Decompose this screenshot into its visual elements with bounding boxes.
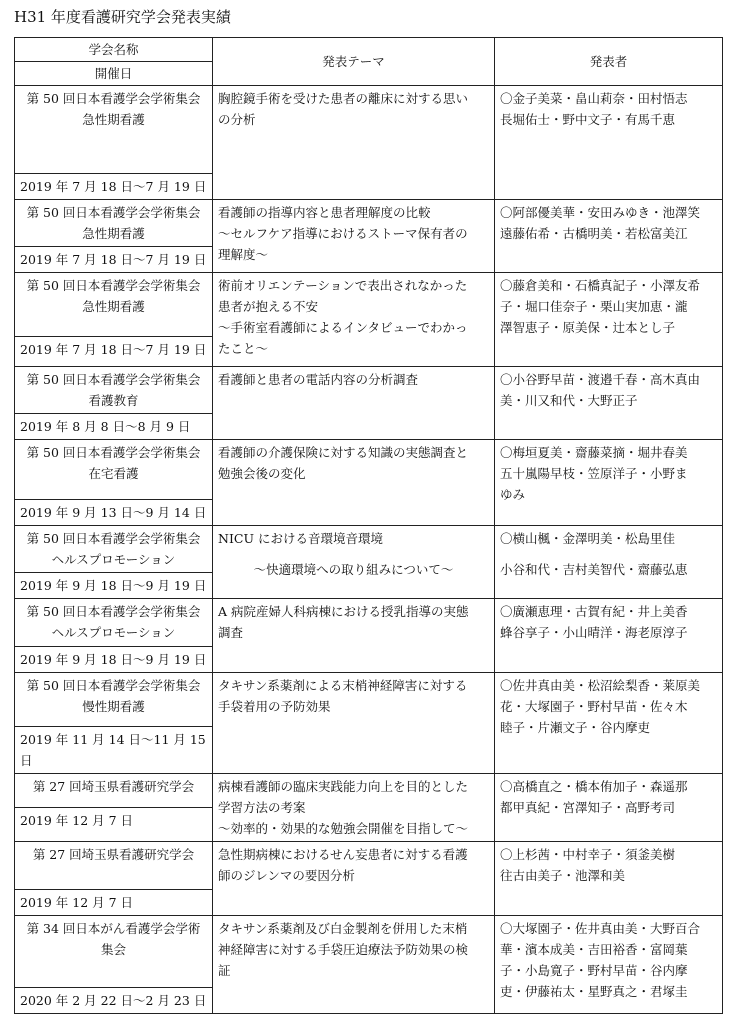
presenter-line: 〇藤倉美和・石橋真記子・小澤友希	[500, 278, 701, 293]
theme-line: 患者が抱える不安	[218, 299, 319, 314]
presentation-theme	[213, 842, 495, 916]
theme-line: 学習方法の考案	[218, 800, 306, 815]
theme-line: ～快適環境への取り組みについて～	[253, 562, 454, 577]
presenter-line: 〇横山楓・金澤明美・松島里佳	[500, 531, 676, 546]
conference-name-line: 第 27 回埼玉県看護研究学会	[32, 779, 195, 794]
table-row	[15, 200, 723, 247]
presentation-theme	[213, 526, 495, 599]
presenter-line: 小谷和代・吉村美智代・齋藤弘恵	[500, 562, 688, 577]
table-row	[15, 526, 723, 573]
presenter-line: 五十嵐陽早枝・笠原洋子・小野ま	[500, 466, 688, 481]
theme-line: 神経障害に対する手袋圧迫療法予防効果の検	[218, 942, 469, 957]
conference-name-line: 第 50 回日本看護学会学術集会	[26, 205, 201, 220]
presenter-line: 子・小島寛子・野村早苗・谷内摩	[500, 963, 688, 978]
presenter-line: 〇上杉茜・中村幸子・須釜美樹	[500, 847, 676, 862]
conference-date: 2019 年 12 月 7 日	[15, 890, 213, 916]
presenter-line: 睦子・片瀬文子・谷内摩吏	[500, 720, 651, 735]
presentation-theme	[213, 200, 495, 273]
theme-line: 師のジレンマの要因分析	[218, 868, 355, 883]
presentation-theme	[213, 673, 495, 774]
presenter-line: 〇金子美菜・畠山莉奈・田村悟志	[500, 91, 688, 106]
table-row	[15, 599, 723, 647]
conference-name-line: 第 50 回日本看護学会学術集会	[26, 372, 201, 387]
table-row	[15, 440, 723, 500]
conference-name-line: 急性期看護	[82, 112, 145, 127]
theme-line: 調査	[218, 625, 244, 640]
conference-date: 2019 年 12 月 7 日	[15, 808, 213, 842]
conference-name-line: ヘルスプロモーション	[51, 625, 176, 640]
conference-name-line: 在宅看護	[88, 466, 139, 481]
presenter-line: 都甲真紀・宮澤知子・高野考司	[500, 800, 676, 815]
conference-name	[15, 599, 213, 647]
presenter-line: 〇阿部優美華・安田みゆき・池澤笑	[500, 205, 701, 220]
presenters	[495, 200, 723, 273]
presenter-line: 吏・伊藤祐太・星野真之・君塚圭	[500, 984, 688, 999]
presenters	[495, 273, 723, 367]
presenter-line: 〇廣瀬恵理・古賀有紀・井上美香	[500, 604, 688, 619]
theme-line: 理解度～	[218, 247, 269, 262]
theme-line: タキサン系薬剤及び白金製剤を併用した末梢	[218, 921, 468, 936]
conference-name-line: 第 27 回埼玉県看護研究学会	[32, 847, 195, 862]
conference-name-line: 慢性期看護	[82, 699, 145, 714]
conference-name	[15, 86, 213, 174]
header-theme: 発表テーマ	[213, 38, 495, 86]
conference-name-line: 第 50 回日本看護学会学術集会	[26, 604, 201, 619]
theme-line: 看護師の指導内容と患者理解度の比較	[218, 205, 431, 220]
theme-line: 勉強会後の変化	[218, 466, 306, 481]
header-society-name: 学会名称	[15, 38, 213, 62]
theme-line: 看護師と患者の電話内容の分析調査	[218, 372, 419, 387]
conference-name	[15, 367, 213, 414]
table-row	[15, 273, 723, 337]
presenter-line: 〇高橋直之・橋本侑加子・森遥那	[500, 779, 688, 794]
theme-line: 証	[218, 963, 231, 978]
presenter-line: 澤智恵子・原美保・辻本とし子	[500, 320, 676, 335]
theme-line: 病棟看護師の臨床実践能力向上を目的とした	[218, 779, 469, 794]
presenters	[495, 526, 723, 599]
table-row	[15, 673, 723, 727]
presenters	[495, 440, 723, 526]
theme-line: A 病院産婦人科病棟における授乳指導の実態	[218, 604, 469, 619]
theme-line: 胸腔鏡手術を受けた患者の離床に対する思い	[218, 91, 469, 106]
presenter-line: 子・堀口佳奈子・栗山実加恵・瀧	[500, 299, 688, 314]
table-row	[15, 367, 723, 414]
conference-date: 2019 年 7 月 18 日～7 月 19 日	[15, 174, 213, 200]
presenter-line: 遠藤佑希・古橋明美・若松富美江	[500, 226, 688, 241]
presenters	[495, 367, 723, 440]
conference-name-line: 急性期看護	[82, 226, 145, 241]
conference-name	[15, 774, 213, 808]
presentation-theme	[213, 916, 495, 1014]
conference-name-line: 第 50 回日本看護学会学術集会	[26, 91, 201, 106]
theme-line: の分析	[218, 112, 256, 127]
presenters	[495, 599, 723, 673]
theme-line: 術前オリエンテーションで表出されなかった	[218, 278, 468, 293]
theme-line: たこと～	[218, 341, 269, 356]
presentation-theme	[213, 599, 495, 673]
presenter-line: 〇佐井真由美・松沼絵梨香・莱原美	[500, 678, 701, 693]
conference-name	[15, 273, 213, 337]
presenters	[495, 774, 723, 842]
presenter-line: 蜂谷享子・小山晴洋・海老原淳子	[500, 625, 688, 640]
table-row	[15, 774, 723, 808]
presentation-theme	[213, 774, 495, 842]
conference-name-line: 急性期看護	[82, 299, 145, 314]
theme-line: NICU における音環境音環境	[218, 531, 383, 546]
presenter-line: 長堀佑士・野中文子・有馬千恵	[500, 112, 676, 127]
table-row	[15, 842, 723, 890]
conference-name-line: 第 34 回日本がん看護学会学術	[26, 921, 201, 936]
presentation-theme	[213, 440, 495, 526]
theme-line: 看護師の介護保険に対する知識の実態調査と	[218, 445, 469, 460]
theme-line: 手袋着用の予防効果	[218, 699, 331, 714]
conference-date: 2020 年 2 月 22 日～2 月 23 日	[15, 988, 213, 1014]
conference-date: 2019 年 11 月 14 日～11 月 15 日	[15, 727, 213, 774]
presenter-line: 〇大塚園子・佐井真由美・大野百合	[500, 921, 701, 936]
conference-date: 2019 年 7 月 18 日～7 月 19 日	[15, 337, 213, 367]
presenter-line: 往古由美子・池澤和美	[500, 868, 626, 883]
presenter-line: 〇梅垣夏美・齋藤菜摘・堀井春美	[500, 445, 688, 460]
theme-line: ～手術室看護師によるインタビューでわかっ	[218, 320, 468, 335]
presenter-line: 華・濱本成美・吉田裕香・富岡葉	[500, 942, 688, 957]
conference-date: 2019 年 9 月 18 日～9 月 19 日	[15, 573, 213, 599]
presenter-line: 〇小谷野早苗・渡邉千春・高木真由	[500, 372, 701, 387]
table-body	[15, 86, 723, 1014]
header-presenters: 発表者	[495, 38, 723, 86]
presenter-line: 美・川又和代・大野正子	[500, 393, 638, 408]
presentation-table	[14, 37, 723, 1014]
conference-name-line: ヘルスプロモーション	[51, 552, 176, 567]
conference-date: 2019 年 8 月 8 日～8 月 9 日	[15, 414, 213, 440]
page-title: H31 年度看護研究学会発表実績	[14, 8, 231, 26]
conference-name-line: 第 50 回日本看護学会学術集会	[26, 531, 201, 546]
table-row	[15, 86, 723, 174]
presenters	[495, 673, 723, 774]
presenters	[495, 86, 723, 200]
presenter-line: ゆみ	[500, 487, 526, 502]
conference-name	[15, 916, 213, 988]
conference-date: 2019 年 9 月 13 日～9 月 14 日	[15, 500, 213, 526]
conference-name-line: 第 50 回日本看護学会学術集会	[26, 678, 201, 693]
conference-name	[15, 440, 213, 500]
conference-name-line: 集会	[100, 942, 126, 957]
presenter-line: 花・大塚園子・野村早苗・佐々木	[500, 699, 688, 714]
theme-line: 急性期病棟におけるせん妄患者に対する看護	[218, 847, 468, 862]
presentation-theme	[213, 86, 495, 200]
conference-date: 2019 年 7 月 18 日～7 月 19 日	[15, 247, 213, 273]
conference-name-line: 第 50 回日本看護学会学術集会	[26, 278, 201, 293]
presenters	[495, 916, 723, 1014]
conference-name-line: 第 50 回日本看護学会学術集会	[26, 445, 201, 460]
header-date: 開催日	[15, 62, 213, 86]
presentation-theme	[213, 273, 495, 367]
conference-name	[15, 200, 213, 247]
theme-line: タキサン系薬剤による末梢神経障害に対する	[218, 678, 468, 693]
conference-name-line: 看護教育	[88, 393, 139, 408]
presenters	[495, 842, 723, 916]
conference-name	[15, 673, 213, 727]
presentation-theme	[213, 367, 495, 440]
conference-date: 2019 年 9 月 18 日～9 月 19 日	[15, 647, 213, 673]
theme-line: ～セルフケア指導におけるストーマ保有者の	[218, 226, 468, 241]
theme-line: ～効率的・効果的な勉強会開催を目指して～	[218, 821, 469, 836]
conference-name	[15, 842, 213, 890]
table-row	[15, 916, 723, 988]
conference-name	[15, 526, 213, 573]
